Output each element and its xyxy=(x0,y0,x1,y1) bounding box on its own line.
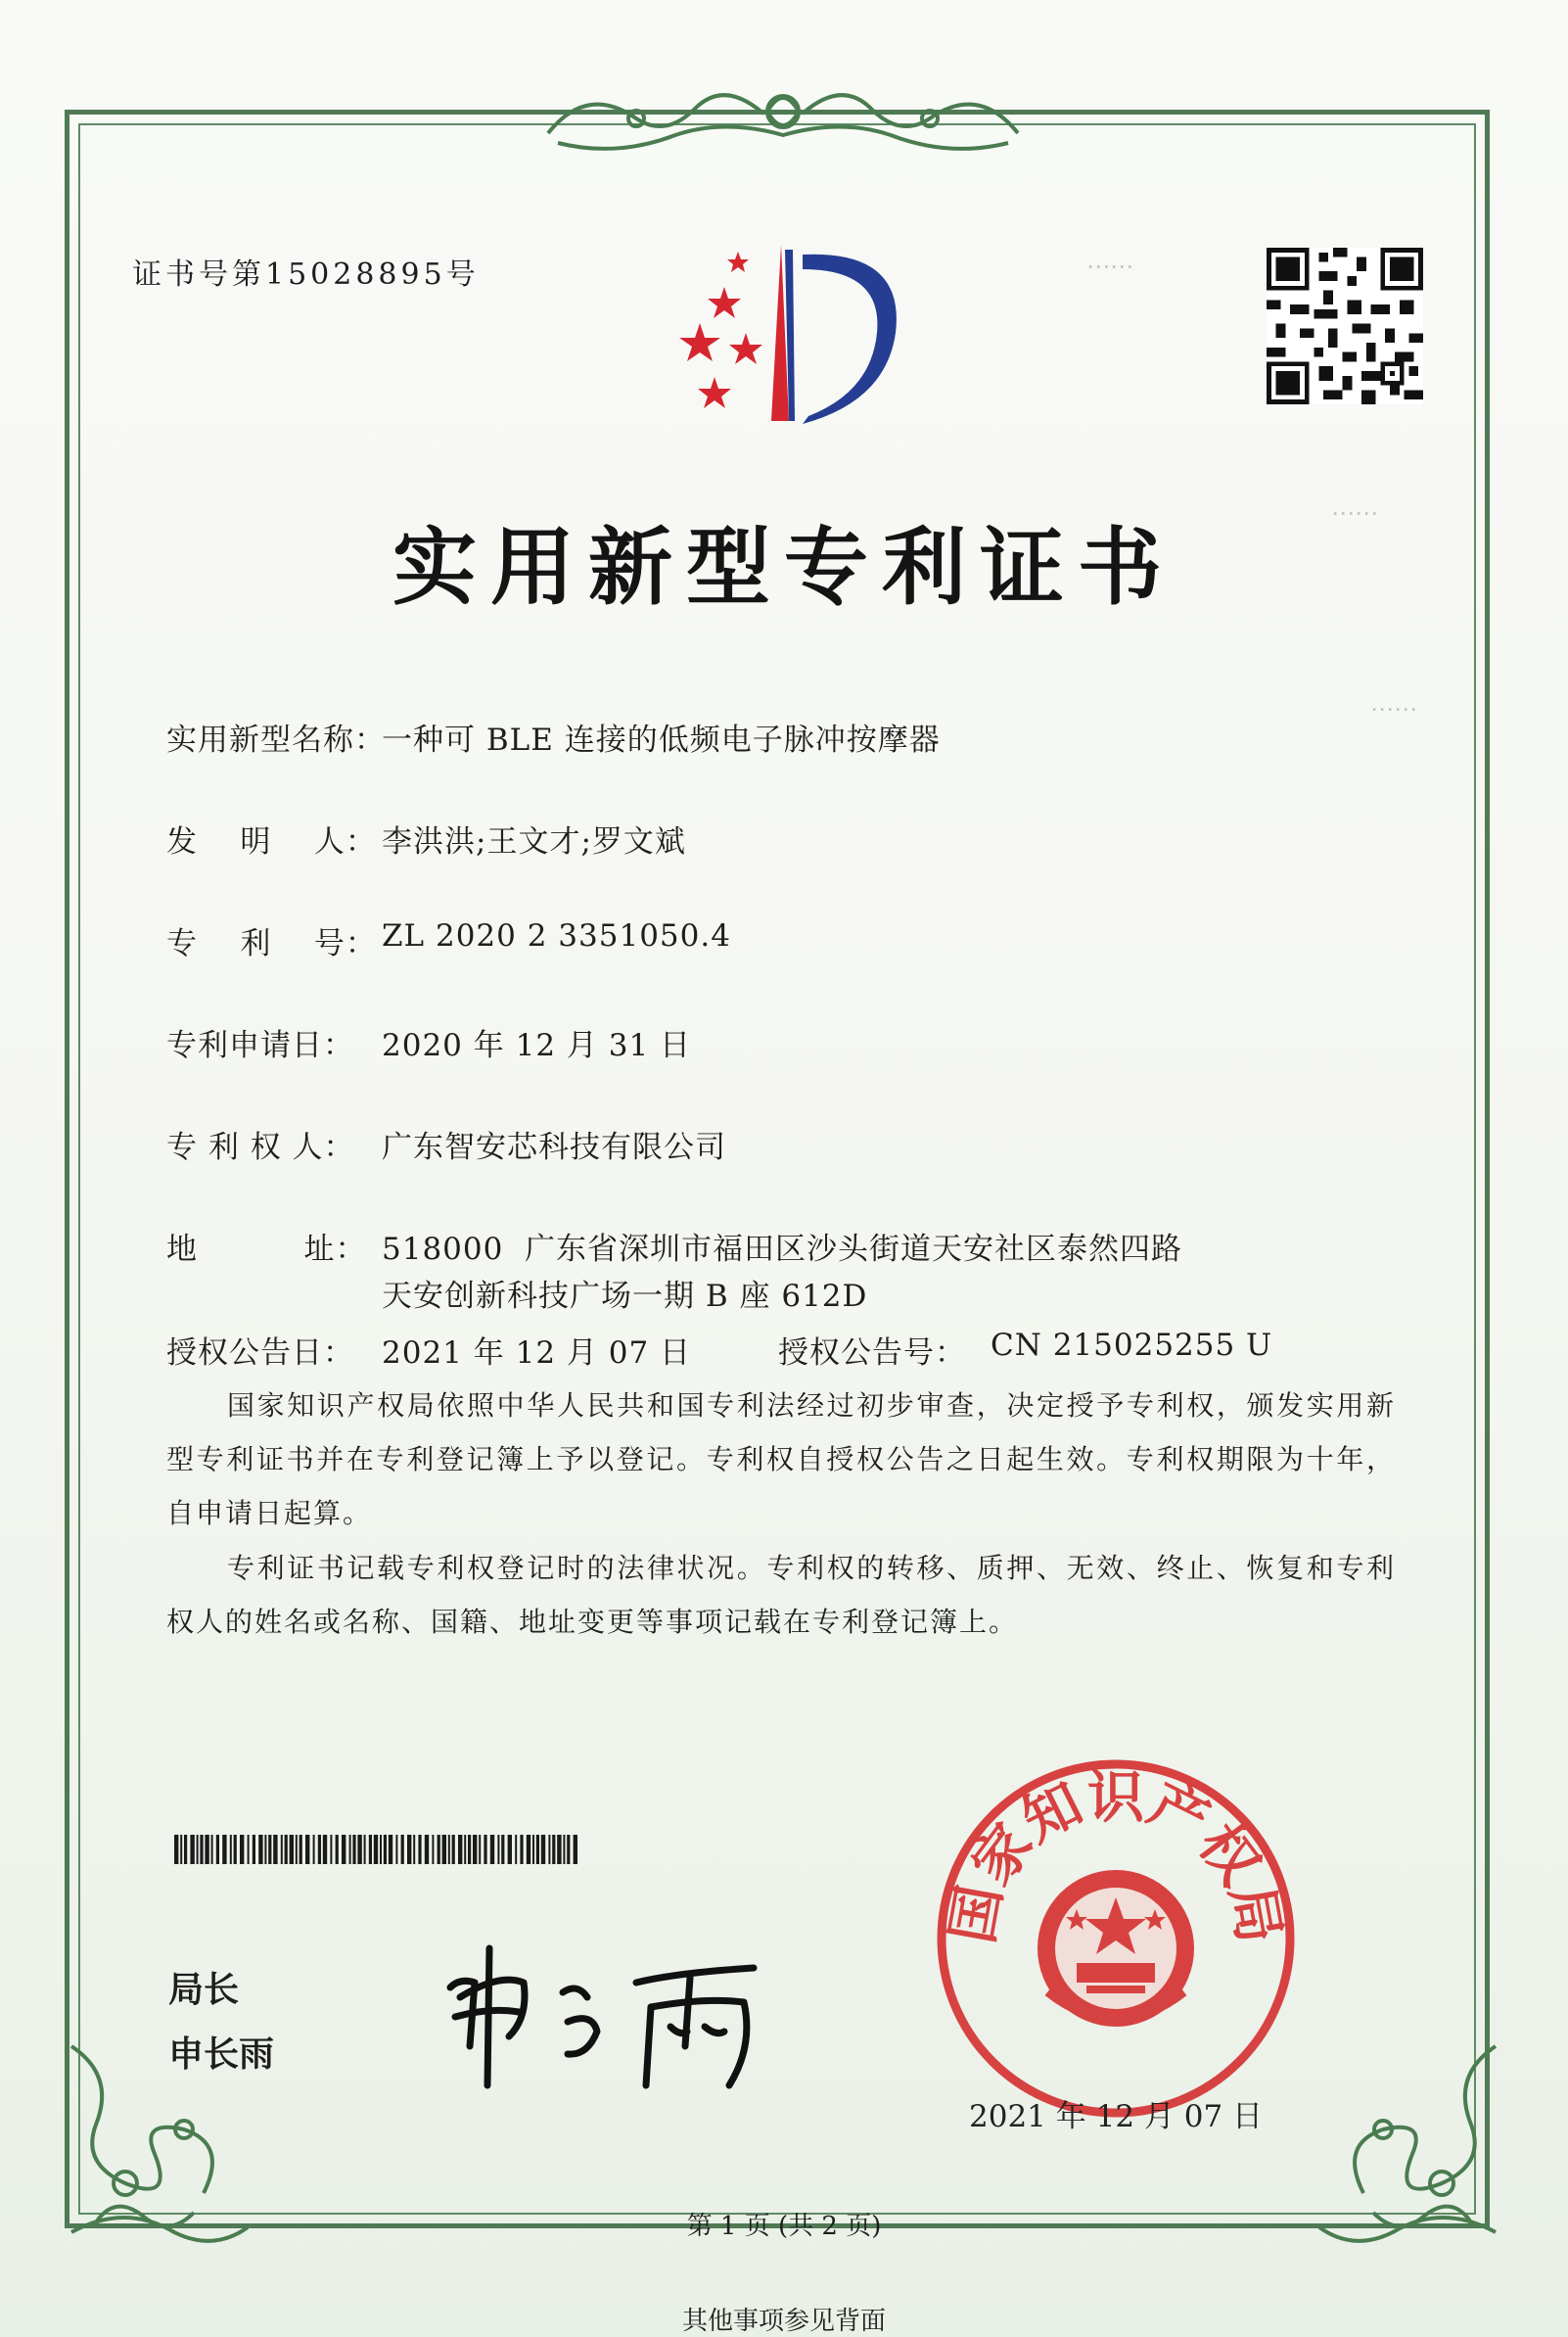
seal-date: 2021 年 12 月 07 日 xyxy=(969,2099,1264,2134)
seal-text: 国家知识产权局 xyxy=(938,1763,1294,1948)
field-value: 2020 年 12 月 31 日 xyxy=(382,1028,692,1063)
field-value: 518000 广东省深圳市福田区沙头街道天安社区泰然四路 xyxy=(382,1232,1183,1267)
director-title: 局长 xyxy=(168,1970,240,2010)
certificate-number: 证书号第15028895号 xyxy=(132,257,480,292)
field-label: 地 址： xyxy=(166,1232,367,1267)
field-label: 实用新型名称： xyxy=(166,723,386,758)
field-value: 一种可 BLE 连接的低频电子脉冲按摩器 xyxy=(382,723,941,758)
top-ornament xyxy=(529,74,1038,163)
grant-number-label: 授权公告号： xyxy=(778,1335,966,1371)
director-signature xyxy=(431,1939,803,2095)
legal-status-note: 专利证书记载专利权登记时的法律状况。专利权的转移、质押、无效、终止、恢复和专利权人的姓名或名称、国籍、地址变更等事项记载在专利登记簿上。 xyxy=(166,1552,1396,1638)
field-label: 专 利 权 人： xyxy=(166,1130,355,1165)
field-label: 发 明 人： xyxy=(166,824,377,860)
grant-statement: 国家知识产权局依照中华人民共和国专利法经过初步审查，决定授予专利权，颁发实用新型专利证书并在专利登记簿上予以登记。专利权自授权公告之日起生效。专利权期限为十年，自申请日起算。 xyxy=(166,1389,1396,1529)
field-label: 专 利 号： xyxy=(166,926,377,961)
qr-code-icon xyxy=(1267,248,1423,404)
director-name: 申长雨 xyxy=(168,2034,275,2075)
barcode-icon xyxy=(174,1835,581,1864)
grant-date-value: 2021 年 12 月 07 日 xyxy=(382,1335,692,1371)
cnipa-logo-icon xyxy=(656,230,910,441)
field-value: ZL 2020 2 3351050.4 xyxy=(382,918,731,954)
footer-note: 其他事项参见背面 xyxy=(681,2307,886,2336)
certificate-title: 实用新型专利证书 xyxy=(392,519,1176,617)
official-seal-icon xyxy=(930,1753,1302,2125)
grant-number-value: CN 215025255 U xyxy=(991,1328,1273,1363)
grant-date-label: 授权公告日： xyxy=(166,1335,354,1371)
field-label: 专利申请日： xyxy=(166,1028,354,1063)
field-value: 广东智安芯科技有限公司 xyxy=(382,1130,726,1165)
field-value: 李洪洪;王文才;罗文斌 xyxy=(382,824,686,860)
page-indicator: 第 1 页 (共 2 页) xyxy=(686,2212,882,2241)
address-line-2: 天安创新科技广场一期 B 座 612D xyxy=(382,1279,868,1314)
certificate-sheet: 证书号第15028895号 ⋯⋯ ⋯⋯ ⋯⋯ 实用新型专利证书 实用新型名称： 一种可 BLE 连接的低频电子脉冲按摩器 发 明 人： 李洪洪;王文才;罗文斌 专 利 号： ZL 2020 2 3351050.4 专利申请日： 2020 年 12 月 31 日 专 利 权 人： 广东智安芯科技有限公司 地 址： 518000 广东省深圳市福田区沙头街道天安社区泰然四路 天安创新科技广场一期 B 座 612D 授权公告日： 2021 年 12 月 07 日 授权公告号： CN 215025255 U 国家知识产权局依照中华人民共和国专利法经过初步审查，决定授予专利权，颁发实用新型专利证书并在专利登记簿上予以登记。专利权自授权公告之日起生效。专利权期限为十年，自申请日起算。 专利证书记载专利权登记时的法律状况。专利权的转移、质押、无效、终止、恢复和专利权人的姓名或名称、国籍、地址变更等事项记载在专利登记簿上。 局长 申长雨 国家知识产权局 2021 年 12 月 07 日 第 1 页 (共 2 页) xyxy=(0,0,1568,2337)
